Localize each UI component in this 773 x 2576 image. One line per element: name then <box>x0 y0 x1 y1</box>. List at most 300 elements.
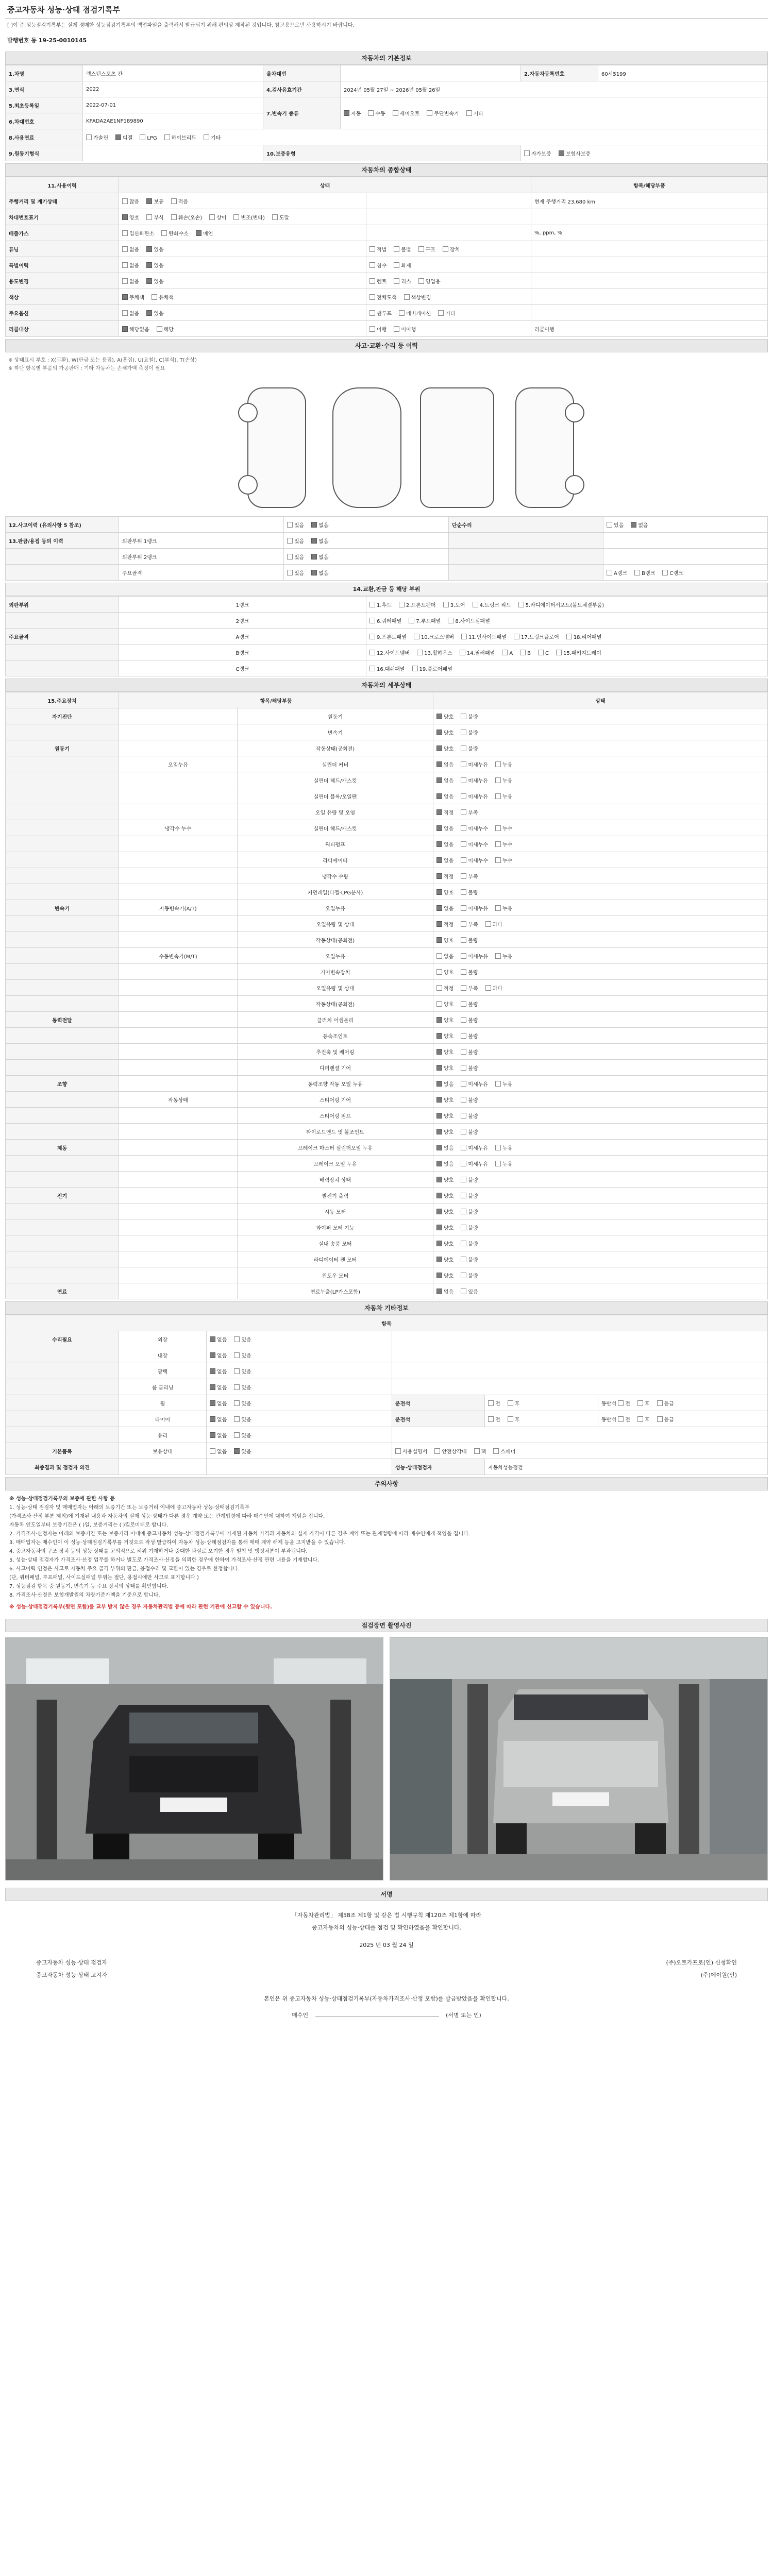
option[interactable] <box>436 1192 453 1199</box>
option[interactable] <box>146 213 163 221</box>
checkbox-icon[interactable] <box>210 1416 215 1422</box>
option[interactable] <box>618 1399 630 1407</box>
checkbox-icon[interactable] <box>448 618 453 623</box>
checkbox-icon[interactable] <box>566 634 572 639</box>
option[interactable] <box>436 1096 453 1104</box>
checkbox-icon[interactable] <box>657 1416 663 1422</box>
option[interactable] <box>146 277 163 285</box>
option[interactable] <box>495 1080 512 1088</box>
option[interactable] <box>514 633 559 640</box>
option[interactable] <box>234 1383 251 1391</box>
option[interactable] <box>122 277 139 285</box>
checkbox-icon[interactable] <box>436 873 442 879</box>
checkbox-icon[interactable] <box>461 634 467 639</box>
option[interactable] <box>171 197 188 205</box>
option[interactable] <box>234 1431 251 1439</box>
option[interactable] <box>394 261 411 269</box>
option[interactable] <box>495 760 512 768</box>
option[interactable] <box>146 261 163 269</box>
checkbox-icon[interactable] <box>210 1448 215 1454</box>
option[interactable] <box>399 601 436 608</box>
option[interactable] <box>493 1447 515 1455</box>
option[interactable] <box>369 309 392 317</box>
checkbox-icon[interactable] <box>495 761 501 767</box>
checkbox-icon[interactable] <box>436 1193 442 1198</box>
checkbox-icon[interactable] <box>436 1033 442 1039</box>
option[interactable] <box>418 245 435 253</box>
option[interactable] <box>485 984 502 992</box>
option[interactable] <box>461 1032 478 1040</box>
option[interactable] <box>436 984 453 992</box>
checkbox-icon[interactable] <box>485 921 491 927</box>
checkbox-icon[interactable] <box>369 294 375 300</box>
checkbox-icon[interactable] <box>369 246 375 252</box>
option[interactable] <box>287 553 304 561</box>
option[interactable] <box>461 760 488 768</box>
checkbox-icon[interactable] <box>436 969 442 975</box>
option[interactable] <box>234 1335 251 1343</box>
checkbox-icon[interactable] <box>495 841 501 847</box>
option[interactable] <box>436 792 453 800</box>
checkbox-icon[interactable] <box>436 1177 442 1182</box>
checkbox-icon[interactable] <box>122 198 128 204</box>
option[interactable] <box>394 325 416 333</box>
checkbox-icon[interactable] <box>272 214 278 220</box>
checkbox-icon[interactable] <box>210 1432 215 1438</box>
option[interactable] <box>436 713 453 720</box>
option[interactable] <box>394 277 411 285</box>
checkbox-icon[interactable] <box>122 214 128 220</box>
checkbox-icon[interactable] <box>508 1400 513 1406</box>
option[interactable] <box>495 952 512 960</box>
option[interactable] <box>631 521 648 529</box>
checkbox-icon[interactable] <box>311 522 317 528</box>
option[interactable] <box>311 553 328 561</box>
checkbox-icon[interactable] <box>436 1097 442 1103</box>
option[interactable] <box>473 601 511 608</box>
option[interactable] <box>461 952 488 960</box>
checkbox-icon[interactable] <box>607 570 612 575</box>
option[interactable] <box>461 1208 478 1215</box>
option[interactable] <box>436 1000 453 1008</box>
checkbox-icon[interactable] <box>287 570 293 575</box>
option[interactable] <box>115 133 132 141</box>
checkbox-icon[interactable] <box>436 1225 442 1230</box>
checkbox-icon[interactable] <box>461 969 466 975</box>
checkbox-icon[interactable] <box>287 522 293 528</box>
option[interactable] <box>436 1256 453 1263</box>
option[interactable] <box>196 229 213 237</box>
option[interactable] <box>311 521 328 529</box>
checkbox-icon[interactable] <box>508 1416 513 1422</box>
checkbox-icon[interactable] <box>662 570 668 575</box>
checkbox-icon[interactable] <box>436 714 442 719</box>
checkbox-icon[interactable] <box>461 1081 466 1087</box>
option[interactable] <box>146 309 163 317</box>
checkbox-icon[interactable] <box>461 1193 466 1198</box>
checkbox-icon[interactable] <box>502 650 508 655</box>
checkbox-icon[interactable] <box>394 326 399 332</box>
checkbox-icon[interactable] <box>556 650 562 655</box>
option[interactable] <box>461 968 478 976</box>
checkbox-icon[interactable] <box>234 1352 240 1358</box>
option[interactable] <box>122 293 144 301</box>
option[interactable] <box>412 665 452 672</box>
checkbox-icon[interactable] <box>520 650 526 655</box>
option[interactable] <box>122 261 139 269</box>
option[interactable] <box>495 1144 512 1151</box>
checkbox-icon[interactable] <box>461 777 466 783</box>
checkbox-icon[interactable] <box>412 666 418 671</box>
checkbox-icon[interactable] <box>461 809 466 815</box>
checkbox-icon[interactable] <box>436 825 442 831</box>
option[interactable] <box>436 1272 453 1279</box>
checkbox-icon[interactable] <box>495 825 501 831</box>
option[interactable] <box>234 1399 251 1407</box>
option[interactable] <box>434 1447 466 1455</box>
option[interactable] <box>461 1176 478 1183</box>
option[interactable] <box>618 1415 630 1423</box>
option[interactable] <box>234 1447 251 1455</box>
option[interactable] <box>369 325 386 333</box>
option[interactable] <box>210 1415 227 1423</box>
option[interactable] <box>508 1415 520 1423</box>
option[interactable] <box>417 649 452 656</box>
option[interactable] <box>234 1415 251 1423</box>
option[interactable] <box>461 840 488 848</box>
option[interactable] <box>311 569 328 577</box>
checkbox-icon[interactable] <box>461 730 466 735</box>
checkbox-icon[interactable] <box>488 1400 494 1406</box>
option[interactable] <box>518 601 604 608</box>
checkbox-icon[interactable] <box>461 985 466 991</box>
checkbox-icon[interactable] <box>461 1033 466 1039</box>
checkbox-icon[interactable] <box>473 602 478 607</box>
option[interactable] <box>86 133 108 141</box>
option[interactable] <box>461 1064 478 1072</box>
checkbox-icon[interactable] <box>152 294 157 300</box>
option[interactable] <box>443 245 460 253</box>
option[interactable] <box>436 904 453 912</box>
checkbox-icon[interactable] <box>524 150 530 156</box>
option[interactable] <box>448 617 490 624</box>
option[interactable] <box>369 601 392 608</box>
option[interactable] <box>369 649 410 656</box>
checkbox-icon[interactable] <box>404 294 410 300</box>
option[interactable] <box>461 713 478 720</box>
checkbox-icon[interactable] <box>122 310 128 316</box>
checkbox-icon[interactable] <box>461 1001 466 1007</box>
checkbox-icon[interactable] <box>146 278 152 284</box>
option[interactable] <box>461 776 488 784</box>
checkbox-icon[interactable] <box>461 714 466 719</box>
checkbox-icon[interactable] <box>637 1416 643 1422</box>
checkbox-icon[interactable] <box>234 1368 240 1374</box>
option[interactable] <box>607 521 624 529</box>
checkbox-icon[interactable] <box>164 134 170 140</box>
option[interactable] <box>436 872 453 880</box>
checkbox-icon[interactable] <box>461 841 466 847</box>
checkbox-icon[interactable] <box>436 937 442 943</box>
checkbox-icon[interactable] <box>369 666 375 671</box>
checkbox-icon[interactable] <box>436 777 442 783</box>
checkbox-icon[interactable] <box>657 1400 663 1406</box>
checkbox-icon[interactable] <box>461 921 466 927</box>
option[interactable] <box>461 728 478 736</box>
checkbox-icon[interactable] <box>559 150 564 156</box>
option[interactable] <box>369 277 386 285</box>
checkbox-icon[interactable] <box>146 310 152 316</box>
option[interactable] <box>461 1272 478 1279</box>
checkbox-icon[interactable] <box>234 1384 240 1390</box>
checkbox-icon[interactable] <box>140 134 145 140</box>
checkbox-icon[interactable] <box>369 262 375 268</box>
option[interactable] <box>395 1447 427 1455</box>
option[interactable] <box>436 1240 453 1247</box>
option[interactable] <box>520 650 531 656</box>
checkbox-icon[interactable] <box>369 634 375 639</box>
checkbox-icon[interactable] <box>461 1273 466 1278</box>
option[interactable] <box>436 1048 453 1056</box>
option[interactable] <box>122 213 139 221</box>
option[interactable] <box>146 245 163 253</box>
option[interactable] <box>171 213 202 221</box>
checkbox-icon[interactable] <box>210 1384 215 1390</box>
checkbox-icon[interactable] <box>461 745 466 751</box>
checkbox-icon[interactable] <box>443 602 449 607</box>
checkbox-icon[interactable] <box>287 554 293 560</box>
option[interactable] <box>461 1224 478 1231</box>
checkbox-icon[interactable] <box>461 1241 466 1246</box>
option[interactable] <box>210 1431 227 1439</box>
checkbox-icon[interactable] <box>461 1289 466 1294</box>
checkbox-icon[interactable] <box>461 1257 466 1262</box>
option[interactable] <box>466 109 483 117</box>
checkbox-icon[interactable] <box>234 1432 240 1438</box>
option[interactable] <box>634 569 655 577</box>
option[interactable] <box>436 1224 453 1231</box>
checkbox-icon[interactable] <box>461 1097 466 1103</box>
checkbox-icon[interactable] <box>234 1448 240 1454</box>
checkbox-icon[interactable] <box>461 793 466 799</box>
checkbox-icon[interactable] <box>369 602 375 607</box>
checkbox-icon[interactable] <box>436 1241 442 1246</box>
checkbox-icon[interactable] <box>122 246 128 252</box>
option[interactable] <box>234 1367 251 1375</box>
option[interactable] <box>559 149 591 157</box>
checkbox-icon[interactable] <box>474 1448 480 1454</box>
checkbox-icon[interactable] <box>233 214 239 220</box>
checkbox-icon[interactable] <box>436 841 442 847</box>
checkbox-icon[interactable] <box>146 246 152 252</box>
option[interactable] <box>272 213 289 221</box>
option[interactable] <box>409 617 441 624</box>
option[interactable] <box>161 229 189 237</box>
checkbox-icon[interactable] <box>171 214 177 220</box>
checkbox-icon[interactable] <box>369 650 375 655</box>
option[interactable] <box>556 649 601 656</box>
option[interactable] <box>122 325 149 333</box>
checkbox-icon[interactable] <box>461 857 466 863</box>
option[interactable] <box>369 245 386 253</box>
option[interactable] <box>436 760 453 768</box>
option[interactable] <box>461 936 478 944</box>
checkbox-icon[interactable] <box>495 1081 501 1087</box>
checkbox-icon[interactable] <box>369 326 375 332</box>
option[interactable] <box>461 1048 478 1056</box>
checkbox-icon[interactable] <box>436 1289 442 1294</box>
checkbox-icon[interactable] <box>461 873 466 879</box>
option[interactable] <box>164 133 196 141</box>
checkbox-icon[interactable] <box>436 1001 442 1007</box>
option[interactable] <box>461 1112 478 1120</box>
option[interactable] <box>461 1128 478 1136</box>
checkbox-icon[interactable] <box>436 1273 442 1278</box>
checkbox-icon[interactable] <box>637 1400 643 1406</box>
checkbox-icon[interactable] <box>460 650 465 655</box>
option[interactable] <box>495 840 512 848</box>
checkbox-icon[interactable] <box>146 262 152 268</box>
checkbox-icon[interactable] <box>438 310 444 316</box>
option[interactable] <box>414 633 454 640</box>
checkbox-icon[interactable] <box>618 1416 624 1422</box>
option[interactable] <box>436 808 453 816</box>
option[interactable] <box>436 920 453 928</box>
checkbox-icon[interactable] <box>344 110 349 116</box>
checkbox-icon[interactable] <box>538 650 544 655</box>
checkbox-icon[interactable] <box>161 230 167 236</box>
checkbox-icon[interactable] <box>394 262 399 268</box>
checkbox-icon[interactable] <box>417 650 423 655</box>
checkbox-icon[interactable] <box>393 110 398 116</box>
option[interactable] <box>233 213 264 221</box>
checkbox-icon[interactable] <box>146 214 152 220</box>
option[interactable] <box>662 569 683 577</box>
option[interactable] <box>607 569 627 577</box>
option[interactable] <box>369 633 407 640</box>
option[interactable] <box>287 521 304 529</box>
option[interactable] <box>122 197 139 205</box>
checkbox-icon[interactable] <box>122 326 128 332</box>
checkbox-icon[interactable] <box>369 310 375 316</box>
checkbox-icon[interactable] <box>115 134 121 140</box>
checkbox-icon[interactable] <box>368 110 374 116</box>
checkbox-icon[interactable] <box>436 793 442 799</box>
option[interactable] <box>485 920 502 928</box>
checkbox-icon[interactable] <box>461 1161 466 1166</box>
option[interactable] <box>461 856 488 864</box>
option[interactable] <box>657 1415 674 1423</box>
option[interactable] <box>461 984 478 992</box>
option[interactable] <box>436 744 453 752</box>
checkbox-icon[interactable] <box>436 1017 442 1023</box>
checkbox-icon[interactable] <box>311 554 317 560</box>
checkbox-icon[interactable] <box>461 1225 466 1230</box>
checkbox-icon[interactable] <box>461 1129 466 1134</box>
option[interactable] <box>204 133 221 141</box>
option[interactable] <box>488 1415 500 1423</box>
option[interactable] <box>436 1176 453 1183</box>
option[interactable] <box>210 1383 227 1391</box>
checkbox-icon[interactable] <box>436 761 442 767</box>
checkbox-icon[interactable] <box>461 937 466 943</box>
option[interactable] <box>436 1208 453 1215</box>
option[interactable] <box>436 1032 453 1040</box>
checkbox-icon[interactable] <box>493 1448 499 1454</box>
option[interactable] <box>502 650 513 656</box>
checkbox-icon[interactable] <box>122 294 128 300</box>
checkbox-icon[interactable] <box>369 618 375 623</box>
option[interactable] <box>368 109 385 117</box>
option[interactable] <box>287 569 304 577</box>
checkbox-icon[interactable] <box>196 230 201 236</box>
option[interactable] <box>436 952 453 960</box>
checkbox-icon[interactable] <box>436 1081 442 1087</box>
checkbox-icon[interactable] <box>157 326 162 332</box>
checkbox-icon[interactable] <box>461 761 466 767</box>
option[interactable] <box>461 904 488 912</box>
checkbox-icon[interactable] <box>369 278 375 284</box>
option[interactable] <box>122 229 154 237</box>
option[interactable] <box>495 792 512 800</box>
checkbox-icon[interactable] <box>634 570 640 575</box>
option[interactable] <box>210 1399 227 1407</box>
checkbox-icon[interactable] <box>618 1400 624 1406</box>
option[interactable] <box>210 1447 227 1455</box>
option[interactable] <box>566 633 602 640</box>
option[interactable] <box>443 601 465 608</box>
checkbox-icon[interactable] <box>210 1336 215 1342</box>
option[interactable] <box>461 824 488 832</box>
option[interactable] <box>461 808 478 816</box>
checkbox-icon[interactable] <box>466 110 472 116</box>
checkbox-icon[interactable] <box>234 1416 240 1422</box>
option[interactable] <box>344 109 361 117</box>
checkbox-icon[interactable] <box>434 1448 440 1454</box>
checkbox-icon[interactable] <box>234 1336 240 1342</box>
checkbox-icon[interactable] <box>461 825 466 831</box>
option[interactable] <box>157 325 174 333</box>
option[interactable] <box>369 293 397 301</box>
option[interactable] <box>436 1287 453 1295</box>
checkbox-icon[interactable] <box>461 1049 466 1055</box>
option[interactable] <box>436 1016 453 1024</box>
option[interactable] <box>461 872 478 880</box>
checkbox-icon[interactable] <box>287 538 293 544</box>
checkbox-icon[interactable] <box>436 730 442 735</box>
checkbox-icon[interactable] <box>146 198 152 204</box>
option[interactable] <box>436 1144 453 1151</box>
checkbox-icon[interactable] <box>395 1448 401 1454</box>
option[interactable] <box>637 1415 650 1423</box>
checkbox-icon[interactable] <box>495 953 501 959</box>
option[interactable] <box>436 1064 453 1072</box>
checkbox-icon[interactable] <box>86 134 92 140</box>
option[interactable] <box>461 1192 478 1199</box>
option[interactable] <box>122 245 139 253</box>
option[interactable] <box>524 149 551 157</box>
option[interactable] <box>287 537 304 545</box>
option[interactable] <box>427 109 459 117</box>
checkbox-icon[interactable] <box>311 538 317 544</box>
option[interactable] <box>436 840 453 848</box>
option[interactable] <box>461 1080 488 1088</box>
checkbox-icon[interactable] <box>495 905 501 911</box>
option[interactable] <box>436 776 453 784</box>
checkbox-icon[interactable] <box>427 110 432 116</box>
option[interactable] <box>394 245 411 253</box>
checkbox-icon[interactable] <box>436 857 442 863</box>
